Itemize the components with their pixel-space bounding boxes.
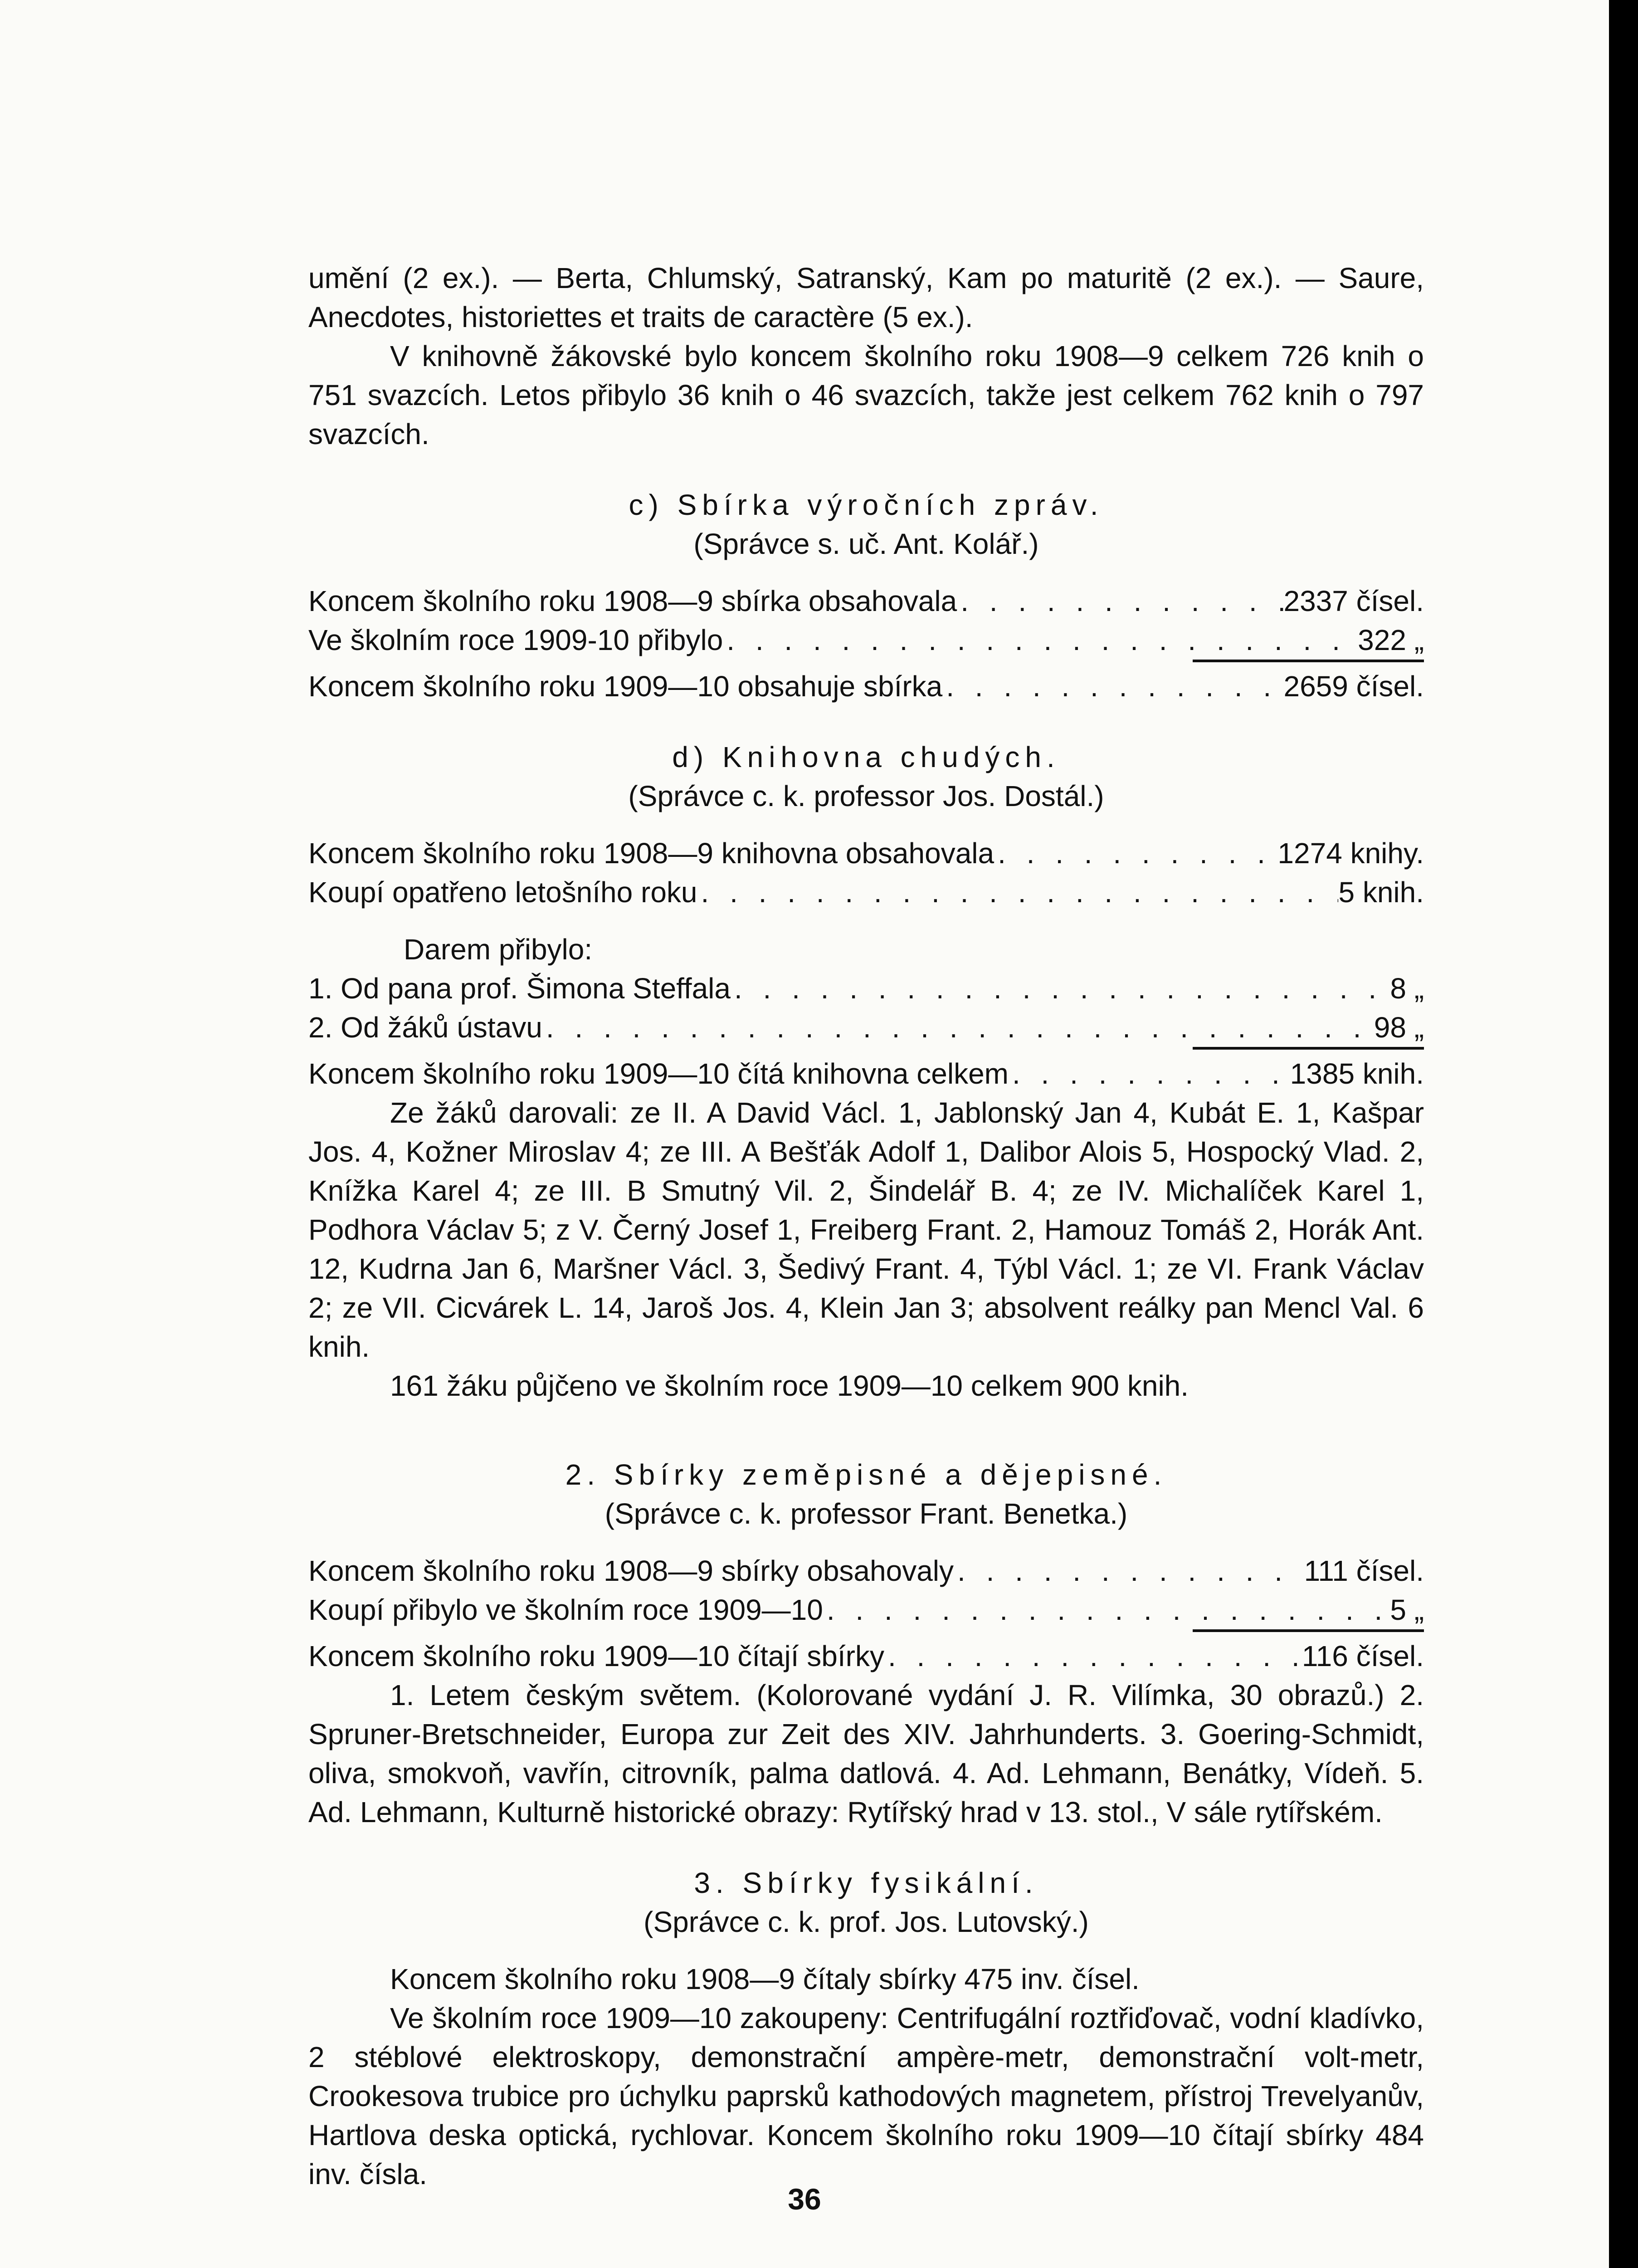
row-value: 2337 čísel. <box>1283 585 1424 617</box>
map-list-paragraph: 1. Letem českým světem. (Kolorované vydání J. R. Vilímka, 30 obrazů.) 2. Spruner-Bretschneider, Europa zur Zeit des XIV. Jahrhunderts. 3. Goering-Schmidt, oliva, smokvoň, vavřín, citrovník, palma datlová. 4. Ad. Lehmann, Benátky, Vídeň. 5. Ad. Lehmann, Kulturně historické obrazy: Rytířský hrad v 13. stol., V sále rytířském. <box>308 1679 1424 1828</box>
section-3-heading: 3. Sbírky fysikální. <box>694 1867 1038 1899</box>
gift-heading: Darem přibylo: <box>404 933 593 966</box>
table-row <box>308 969 1424 1008</box>
table-row <box>308 667 1424 706</box>
row-value: 322 „ <box>1358 624 1424 656</box>
row-label: Koncem školního roku 1908—9 sbírka obsahovala <box>308 585 957 617</box>
table-row <box>308 1551 1424 1590</box>
section-d-heading: d) Knihovna chudých. <box>672 741 1060 773</box>
section-3-administrator: (Správce c. k. prof. Jos. Lutovský.) <box>644 1906 1089 1938</box>
intro-paragraph-2: V knihovně žákovské bylo koncem školního roku 1908—9 celkem 726 knih o 751 svazcích. Letos přibylo 36 knih o 46 svazcích, takže jest celkem 762 knih o 797 svazcích. <box>308 340 1424 450</box>
row-label: Ve školním roce 1909-10 přibylo <box>308 624 723 656</box>
row-value: 1274 knihy. <box>1277 837 1424 870</box>
row-label: Koupí opatřeno letošního roku <box>308 876 697 909</box>
row-value: 111 čísel. <box>1304 1554 1424 1587</box>
intro-paragraph-1: umění (2 ex.). — Berta, Chlumský, Satranský, Kam po maturitě (2 ex.). — Saure, Anecdotes, historiettes et traits de caractère (5 ex.). <box>308 262 1424 333</box>
loans-paragraph: 161 žáku půjčeno ve školním roce 1909—10 celkem 900 knih. <box>390 1369 1189 1402</box>
row-value: 5 knih. <box>1338 876 1424 909</box>
donors-paragraph: Ze žáků darovali: ze II. A David Václ. 1, Jablonský Jan 4, Kubát E. 1, Kašpar Jos. 4, Kožner Miroslav 4; ze III. A Bešťák Adolf 1, Dalibor Alois 5, Hospocký Vlad. 2, Knížka Karel 4; ze III. B Smutný Vil. 2, Šindelář B. 4; ze IV. Michalíček Karel 1, Podhora Václav 5; z V. Černý Josef 1, Freiberg Frant. 2, Hamouz Tomáš 2, Horák Ant. 12, Kudrna Jan 6, Maršner Václ. 3, Šedivý Frant. 4, Týbl Václ. 1; ze VI. Frank Václav 2; ze VII. Cicvárek L. 14, Jaroš Jos. 4, Klein Jan 3; absolvent reálky pan Mencl Val. 6 knih. <box>308 1096 1424 1363</box>
row-value: 5 „ <box>1390 1593 1424 1626</box>
sum-rule <box>1193 1047 1424 1050</box>
row-label: 1. Od pana prof. Šimona Steffala <box>308 972 731 1005</box>
physics-paragraph-1: Koncem školního roku 1908—9 čítaly sbírky 475 inv. čísel. <box>390 1963 1140 1995</box>
table-row <box>308 582 1424 621</box>
page-number: 36 <box>788 2182 821 2216</box>
row-label: Koncem školního roku 1908—9 sbírky obsahovaly <box>308 1554 954 1587</box>
row-label: Koncem školního roku 1909—10 čítá knihovna celkem <box>308 1057 1009 1090</box>
table-row <box>308 1008 1424 1047</box>
sum-rule <box>1193 660 1424 662</box>
section-2-heading: 2. Sbírky zeměpisné a dějepisné. <box>565 1458 1167 1491</box>
row-value: 98 „ <box>1374 1011 1424 1044</box>
table-row <box>308 1637 1424 1676</box>
table-row <box>308 621 1424 660</box>
table-row <box>308 834 1424 873</box>
row-value: 2659 čísel. <box>1283 670 1424 703</box>
row-value: 116 čísel. <box>1302 1640 1424 1672</box>
sum-rule <box>1193 1629 1424 1632</box>
row-label: Koupí přibylo ve školním roce 1909—10 <box>308 1593 823 1626</box>
row-value: 8 „ <box>1390 972 1424 1005</box>
table-row <box>308 873 1424 912</box>
table-row <box>308 1590 1424 1629</box>
section-c-heading: c) Sbírka výročních zpráv. <box>629 489 1104 521</box>
row-label: Koncem školního roku 1909—10 čítají sbírky <box>308 1640 884 1672</box>
page-content <box>308 259 1424 2194</box>
section-2-administrator: (Správce c. k. professor Frant. Benetka.) <box>604 1497 1128 1530</box>
physics-paragraph-2: Ve školním roce 1909—10 zakoupeny: Centrifugální roztřiďovač, vodní kladívko, 2 stéblové elektroskopy, demonstrační ampère-metr, demonstrační volt-metr, Crookesova trubice pro úchylku paprsků kathodových magnetem, přístroj Trevelyanův, Hartlova deska optická, rychlovar. Koncem školního roku 1909—10 čítají sbírky 484 inv. čísla. <box>308 2002 1424 2190</box>
section-c-administrator: (Správce s. uč. Ant. Kolář.) <box>693 528 1039 560</box>
row-value: 1385 knih. <box>1290 1057 1424 1090</box>
row-label: 2. Od žáků ústavu <box>308 1011 542 1044</box>
table-row <box>308 1054 1424 1093</box>
row-label: Koncem školního roku 1908—9 knihovna obsahovala <box>308 837 994 870</box>
row-label: Koncem školního roku 1909—10 obsahuje sbírka <box>308 670 943 703</box>
section-d-administrator: (Správce c. k. professor Jos. Dostál.) <box>628 780 1104 812</box>
